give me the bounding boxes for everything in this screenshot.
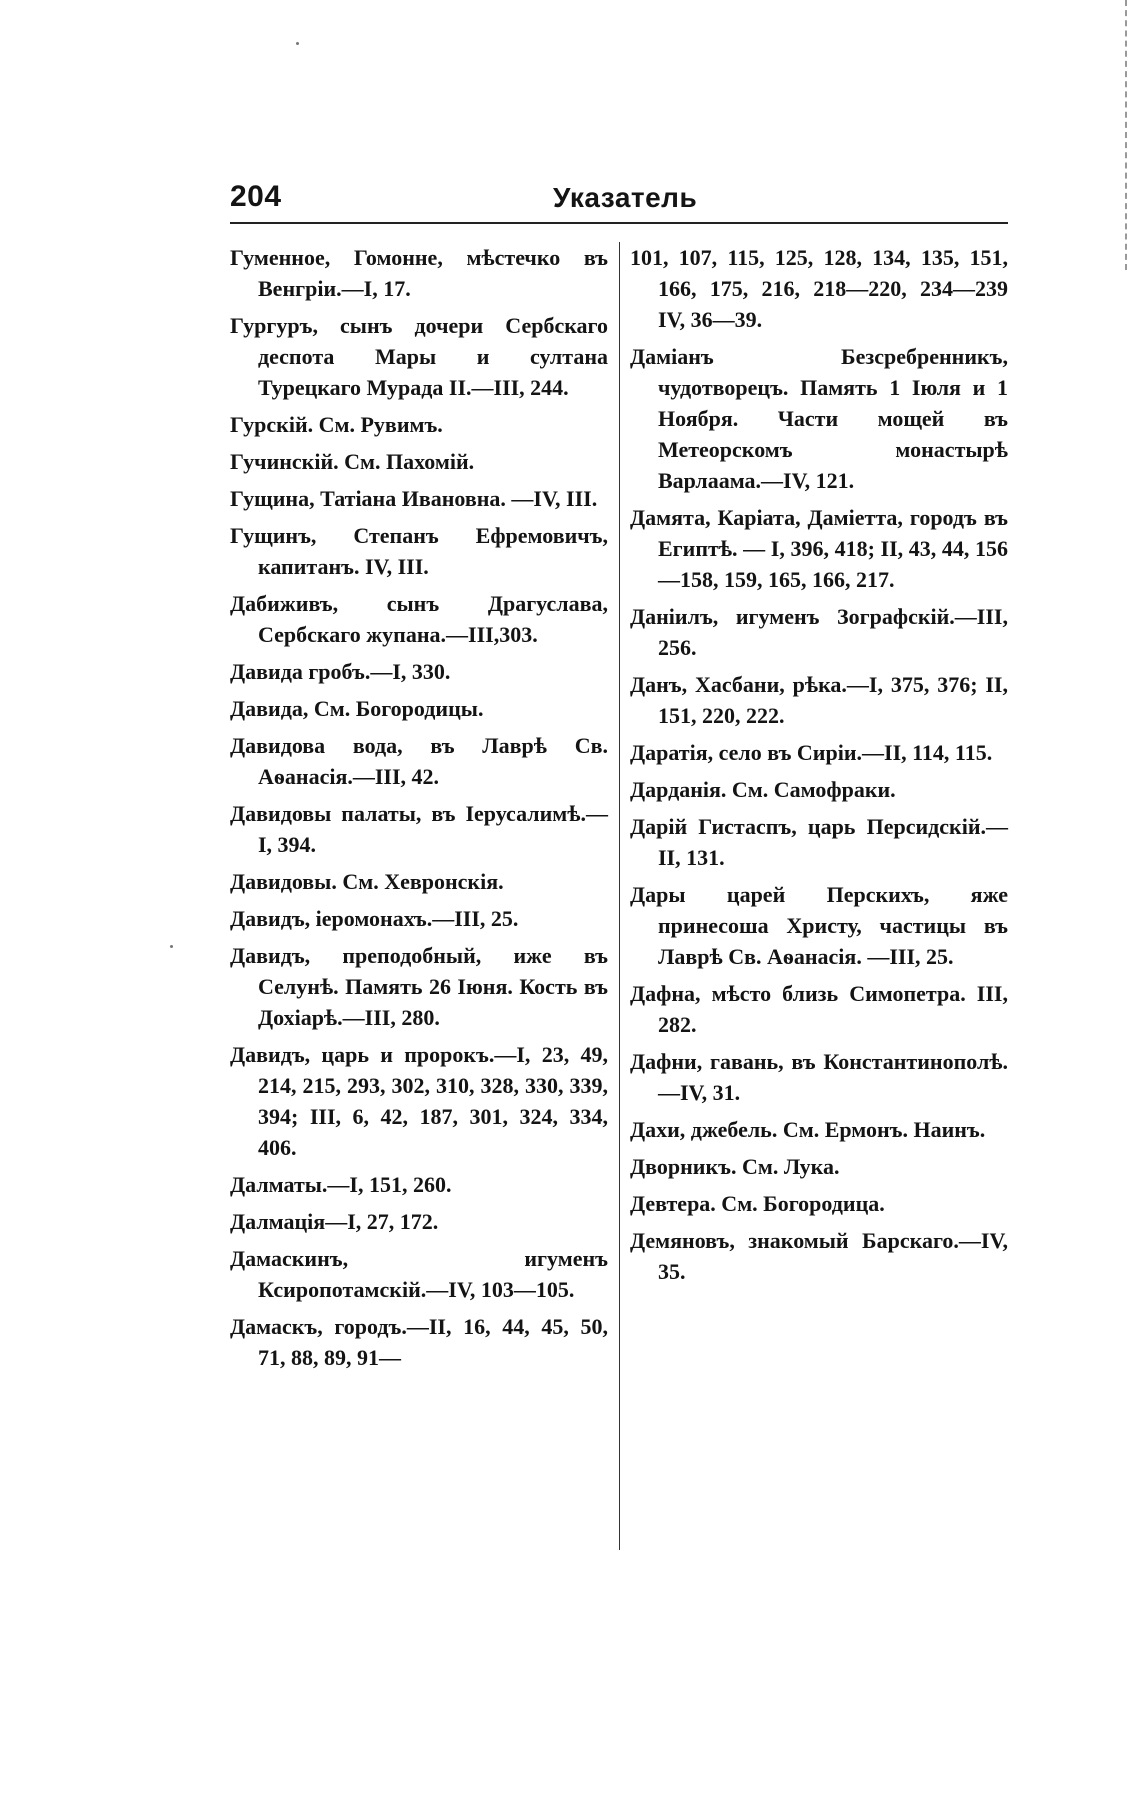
index-entry: Гургуръ, сынъ дочери Сербскаго деспота Мары и султана Турецкаго Мурада II.—III, 244. [230,313,608,400]
column-divider [619,242,620,1550]
index-entry: Дамята, Каріата, Даміетта, городъ въ Египтѣ. — I, 396, 418; II, 43, 44, 156—158, 159, 165, 166, 217. [630,505,1008,592]
index-entry: Дахи, джебель. См. Ермонъ. Наинъ. [630,1117,986,1142]
index-entry: Дафна, мѣсто близь Симопетра. III, 282. [630,981,1008,1037]
index-entry: Дафни, гавань, въ Константинополѣ.—IV, 31. [630,1049,1008,1105]
index-entry: Давида, См. Богородицы. [230,696,484,721]
page-header [230,170,1008,228]
scan-speck [170,945,173,948]
index-entry: Даратія, село въ Сиріи.—II, 114, 115. [630,740,993,765]
index-entry: Дамаскинъ, игуменъ Ксиропотамскій.—IV, 103—105. [230,1246,608,1302]
book-page [230,170,1008,1790]
index-entry: Даніилъ, игуменъ Зографскій.—III, 256. [630,604,1008,660]
scan-margin-line [1125,0,1127,270]
index-entry: Гуменное, Гомонне, мѣстечко въ Венгріи.—I, 17. [230,245,608,301]
index-entry: Дамаскъ, городъ.—II, 16, 44, 45, 50, 71, 88, 89, 91— [230,1314,608,1370]
index-entry: Давидъ, іеромонахъ.—III, 25. [230,906,519,931]
index-entry: Давидова вода, въ Лаврѣ Св. Аѳанасія.—III, 42. [230,733,608,789]
running-head: Указатель [553,182,698,213]
index-columns [230,242,1008,1790]
index-entry: Далматы.—I, 151, 260. [230,1172,452,1197]
index-entry: Дворникъ. См. Лука. [630,1154,840,1179]
index-entry: Девтера. См. Богородица. [630,1191,885,1216]
index-entry: Данъ, Хасбани, рѣка.—I, 375, 376; II, 151, 220, 222. [630,672,1008,728]
index-entry: Даміанъ Безсребренникъ, чудотворецъ. Память 1 Іюля и 1 Ноября. Части мощей въ Метеорскомъ монастырѣ Варлаама.—IV, 121. [630,344,1008,493]
index-entry: Давидъ, царь и пророкъ.—I, 23, 49, 214, 215, 293, 302, 310, 328, 330, 339, 394; III, 6, 42, 187, 301, 324, 334, 406. [230,1042,608,1160]
scan-speck [296,42,299,45]
index-entry: Демяновъ, знакомый Барскаго.—IV, 35. [630,1228,1008,1284]
index-entry: Далмація—I, 27, 172. [230,1209,439,1234]
index-entry: Дабиживъ, сынъ Драгуслава, Сербскаго жупана.—III,303. [230,591,608,647]
header-rule [230,222,1008,224]
index-entry: Гучинскій. См. Пахомій. [230,449,475,474]
index-entry: 101, 107, 115, 125, 128, 134, 135, 151, 166, 175, 216, 218—220, 234—239 IV, 36—39. [630,245,1008,332]
right-column [630,242,1008,1293]
index-entry: Дарій Гистаспъ, царь Персидскій.—II, 131. [630,814,1008,870]
index-entry: Давидовы. См. Хевронскія. [230,869,504,894]
index-entry: Давида гробъ.—I, 330. [230,659,451,684]
index-entry: Дары царей Перскихъ, яже принесоша Христу, частицы въ Лаврѣ Св. Аѳанасія. —III, 25. [630,882,1008,969]
index-entry: Гурскій. См. Рувимъ. [230,412,443,437]
page-number: 204 [230,180,282,213]
index-entry: Гущина, Татіана Ивановна. —IV, III. [230,486,598,511]
index-entry: Давидъ, преподобный, иже въ Селунѣ. Память 26 Іюня. Кость въ Дохіарѣ.—III, 280. [230,943,608,1030]
left-column [230,242,608,1379]
index-entry: Давидовы палаты, въ Іерусалимѣ.—I, 394. [230,801,608,857]
index-entry: Гущинъ, Степанъ Ефремовичъ, капитанъ. IV, III. [230,523,608,579]
index-entry: Дарданія. См. Самофраки. [630,777,896,802]
